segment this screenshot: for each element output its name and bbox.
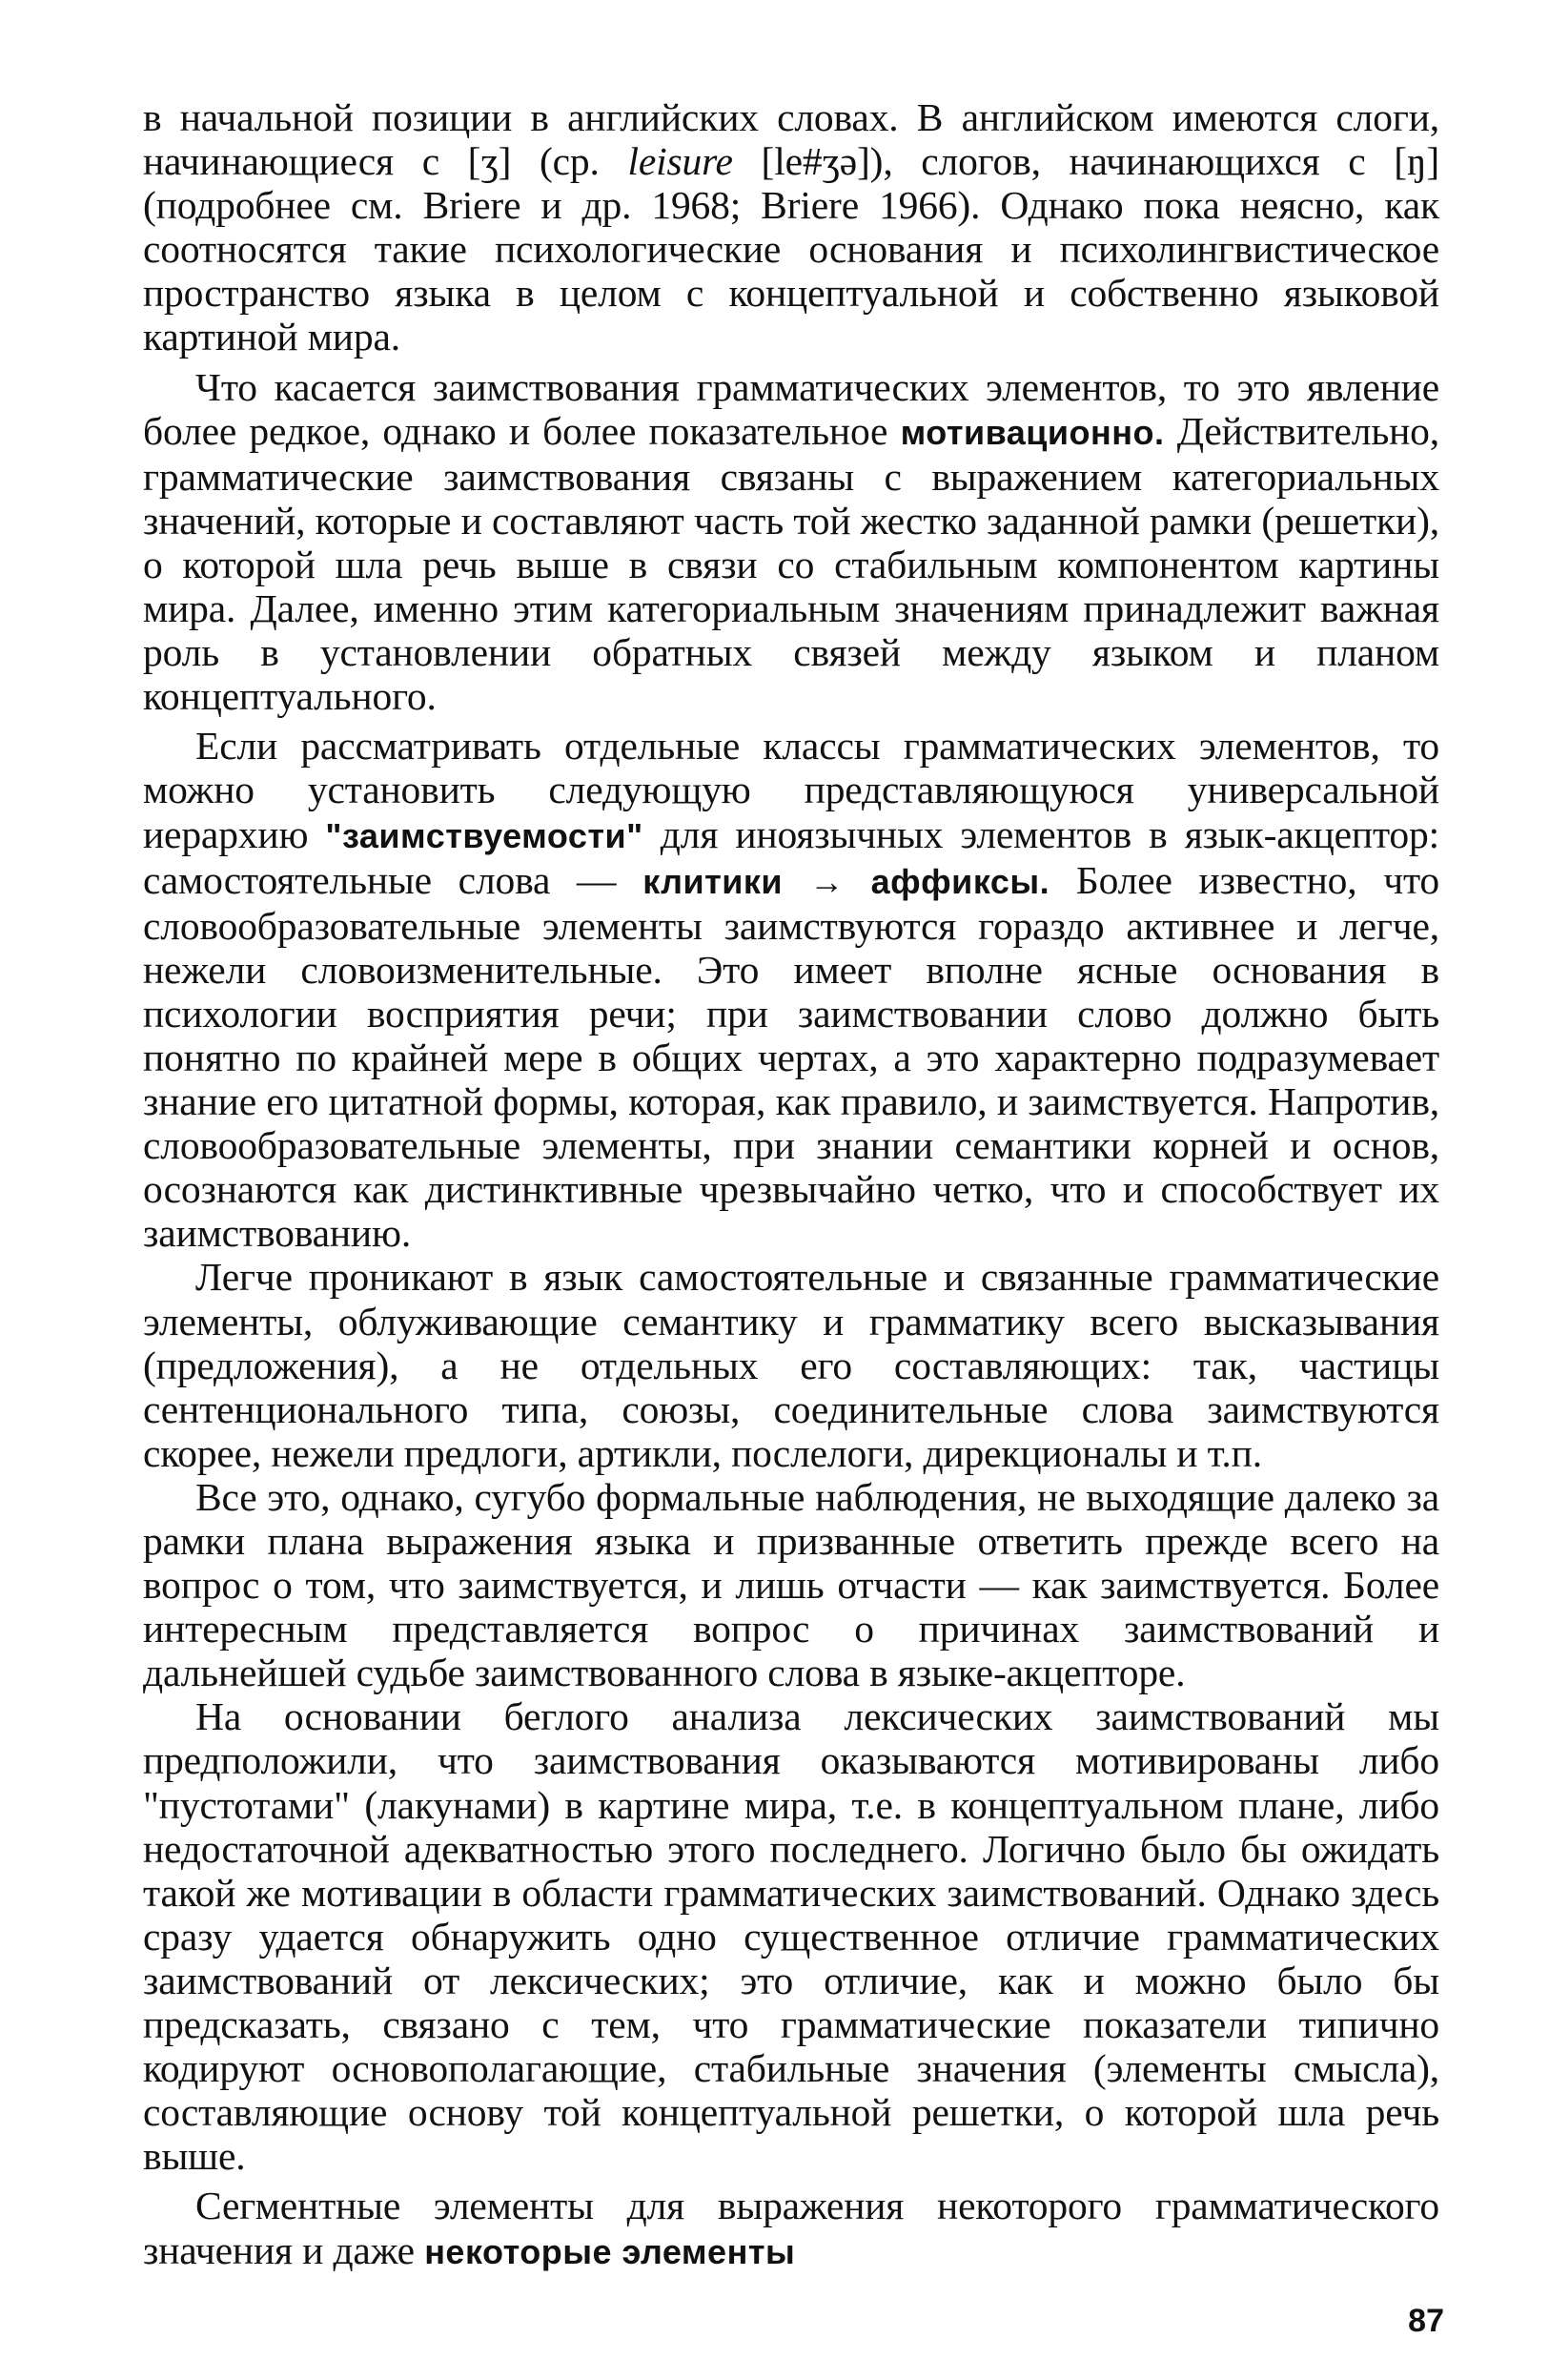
bold-term: мотивационно. xyxy=(900,412,1165,452)
text-run: в начальной позиции в английских словах. В английском имеются слоги, начинающиеся с [ʒ] (ср. xyxy=(143,95,1439,184)
paragraph-2 xyxy=(143,365,1439,719)
paragraph-3 xyxy=(143,724,1439,1255)
bold-term: "заимствуемости" xyxy=(325,815,643,855)
bold-term: клитики → аффиксы. xyxy=(642,861,1050,901)
paragraph-7 xyxy=(143,2184,1439,2273)
text-run: [le#ʒə]), слогов, начинающихся с [ŋ] (подробнее см. Briere и др. 1968; Briere 1966). Однако пока неясно, как соотносятся такие психологические основания и психолингвистическое пространство языка в целом с концептуальной и собственно языковой картиной мира. xyxy=(143,139,1439,359)
text-run: На основании беглого анализа лексических заимствований мы предположили, что заимствования оказываются мотивированы либо "пустотами" (лакунами) в картине мира, т.е. в концептуальном плане, либо недостаточной адекватностью этого последнего. Логично было бы ожидать такой же мотивации в области грамматических заимствований. Однако здесь сразу удается обнаружить одно существенное отличие грамматических заимствований от лексических; это отличие, как и можно было бы предсказать, связано с тем, что грамматические показатели типично кодируют основополагающие, стабильные значения (элементы смысла), составляющие основу той концептуальной решетки, о которой шла речь выше. xyxy=(143,1694,1439,2179)
paragraph-6 xyxy=(143,1694,1439,2178)
text-run: Что касается заимствования грамматических элементов, то это явление более редкое, однако и более показательное xyxy=(143,364,1439,453)
italic-term: leisure xyxy=(627,139,733,184)
text-run: Если рассматривать отдельные классы грамматических элементов, то можно установить следующую представляющуюся универсальной иерархию xyxy=(143,724,1439,856)
bold-term: некоторые элементы xyxy=(424,2231,796,2271)
text-run: Легче проникают в язык самостоятельные и связанные грамматические элементы, облуживающие семантику и грамматику всего высказывания (предложения), а не отдельных его составляющих: так, частицы сентенционального типа, союзы, соединительные слова заимствуются скорее, нежели предлоги, артикли, послелоги, дирекционалы и т.п. xyxy=(143,1255,1439,1475)
text-run: Все это, однако, сугубо формальные наблюдения, не выходящие далеко за рамки плана выражения языка и призванные ответить прежде всего на вопрос о том, что заимствуется, и лишь отчасти — как заимствуется. Более интересным представляется вопрос о причинах заимствований и дальнейшей судьбе заимствованного слова в языке-акцепторе. xyxy=(143,1474,1439,1695)
text-run: для иноязычных элементов в язык-акцептор: самостоятельные слова — xyxy=(143,811,1439,902)
paragraph-4 xyxy=(143,1255,1439,1474)
paragraph-1 xyxy=(143,95,1439,359)
text-run: Более известно, что словообразовательные элементы заимствуются гораздо активнее и легче, нежели словоизменительные. Это имеет вполне ясные основания в психологии восприятия речи; при заимствовании слово должно быть понятно по крайней мере в общих чертах, а это характерно подразумевает знание его цитатной формы, которая, как правило, и заимствуется. Напротив, словообразовательные элементы, при знании семантики корней и основ, осознаются как дистинктивные чрезвычайно четко, что и способствует их заимствованию. xyxy=(143,857,1439,1256)
text-run: Действительно, грамматические заимствования связаны с выражением категориальных значений, которые и составляют часть той жестко заданной рамки (решетки), о которой шла речь выше в связи со стабильным компонентом картины мира. Далее, именно этим категориальным значениям принадлежит важная роль в установлении обратных связей между языком и планом концептуального. xyxy=(143,408,1439,719)
text-run: Сегментные элементы для выражения некоторого грамматического значения и даже xyxy=(143,2184,1439,2272)
page-number: 87 xyxy=(1408,2303,1444,2339)
page-body xyxy=(143,95,1439,2274)
paragraph-5 xyxy=(143,1475,1439,1694)
